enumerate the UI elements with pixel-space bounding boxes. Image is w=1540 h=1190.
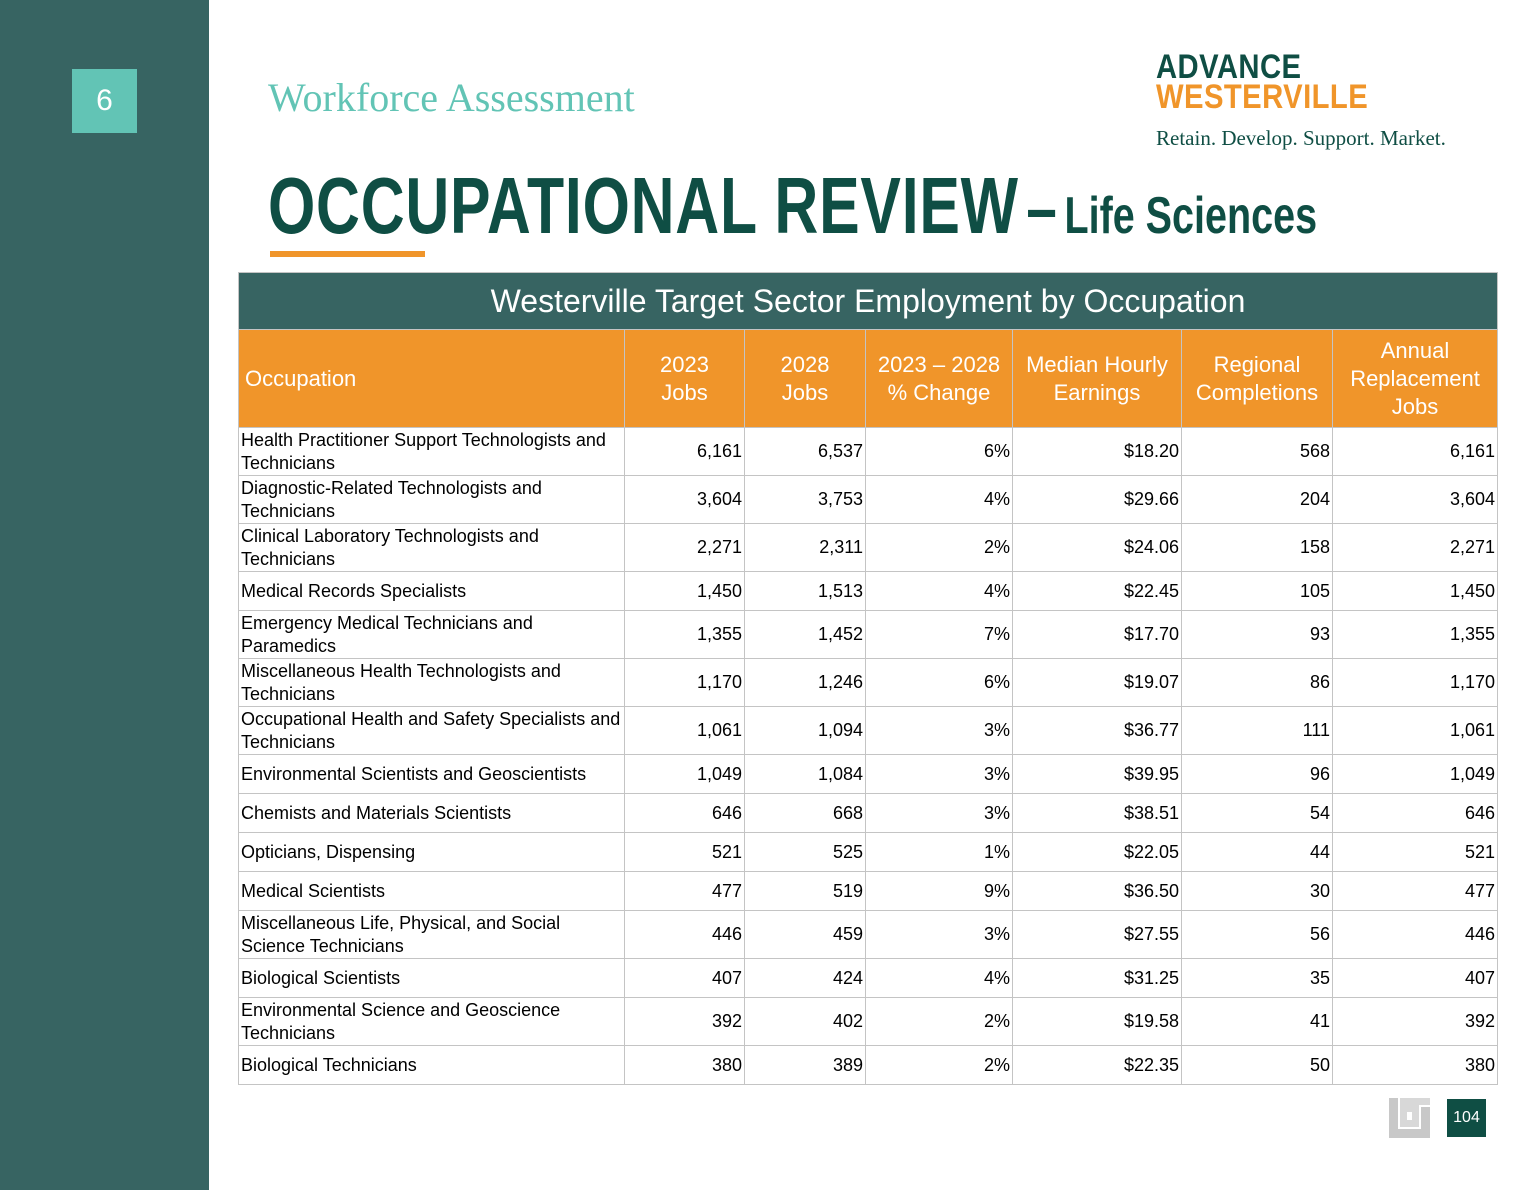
value-cell: 1,452 (745, 611, 866, 659)
value-cell: 158 (1182, 524, 1333, 572)
section-number-badge: 6 (72, 69, 137, 133)
column-header-line: Earnings (1053, 379, 1141, 405)
page-title-dash: – (1026, 169, 1057, 249)
value-cell: 105 (1182, 572, 1333, 611)
value-cell: 446 (625, 911, 745, 959)
occupation-cell: Miscellaneous Health Technologists and Technicians (239, 659, 625, 707)
occupation-cell: Biological Scientists (239, 959, 625, 998)
value-cell: 1,094 (745, 707, 866, 755)
column-header-line: Regional (1213, 351, 1301, 377)
column-header (745, 330, 866, 428)
occupation-cell: Environmental Scientists and Geoscientists (239, 755, 625, 794)
table-body (239, 428, 1498, 1085)
table-row (239, 911, 1498, 959)
table-row (239, 833, 1498, 872)
page-number: 104 (1447, 1099, 1486, 1137)
column-header-line: Completions (1195, 379, 1319, 405)
column-header (239, 330, 625, 428)
value-cell: 380 (625, 1046, 745, 1085)
value-cell: 389 (745, 1046, 866, 1085)
value-cell: 3% (866, 794, 1013, 833)
value-cell: 407 (1333, 959, 1498, 998)
value-cell: 477 (625, 872, 745, 911)
value-cell: 1,061 (625, 707, 745, 755)
occupation-cell: Chemists and Materials Scientists (239, 794, 625, 833)
column-header-line: 2028 (780, 351, 830, 377)
value-cell: $36.50 (1013, 872, 1182, 911)
table-row (239, 959, 1498, 998)
value-cell: 407 (625, 959, 745, 998)
value-cell: 646 (1333, 794, 1498, 833)
value-cell: 54 (1182, 794, 1333, 833)
value-cell: 392 (1333, 998, 1498, 1046)
table-row (239, 998, 1498, 1046)
table-row (239, 611, 1498, 659)
section-title: Workforce Assessment (268, 75, 635, 120)
title-underline (270, 251, 425, 257)
value-cell: 44 (1182, 833, 1333, 872)
value-cell: 477 (1333, 872, 1498, 911)
value-cell: $22.45 (1013, 572, 1182, 611)
value-cell: 668 (745, 794, 866, 833)
value-cell: 1,246 (745, 659, 866, 707)
value-cell: 204 (1182, 476, 1333, 524)
value-cell: 6% (866, 659, 1013, 707)
value-cell: 4% (866, 476, 1013, 524)
value-cell: 4% (866, 572, 1013, 611)
value-cell: 521 (1333, 833, 1498, 872)
occupation-cell: Opticians, Dispensing (239, 833, 625, 872)
value-cell: 2% (866, 1046, 1013, 1085)
page-title-sub: Life Sciences (1064, 187, 1318, 245)
value-cell: 459 (745, 911, 866, 959)
occupation-cell: Emergency Medical Technicians and Paramedics (239, 611, 625, 659)
value-cell: 1,170 (1333, 659, 1498, 707)
value-cell: 1% (866, 833, 1013, 872)
value-cell: 1,049 (1333, 755, 1498, 794)
value-cell: 402 (745, 998, 866, 1046)
value-cell: 6,161 (625, 428, 745, 476)
table-caption: Westerville Target Sector Employment by Occupation (239, 273, 1498, 330)
table-row (239, 707, 1498, 755)
value-cell: 1,450 (625, 572, 745, 611)
value-cell: 1,513 (745, 572, 866, 611)
value-cell: 3% (866, 755, 1013, 794)
value-cell: 41 (1182, 998, 1333, 1046)
table-row (239, 428, 1498, 476)
occupation-cell: Health Practitioner Support Technologists and Technicians (239, 428, 625, 476)
value-cell: 93 (1182, 611, 1333, 659)
value-cell: $38.51 (1013, 794, 1182, 833)
bracket-logo-icon (1389, 1098, 1430, 1138)
column-header-line: Jobs (1391, 393, 1439, 419)
value-cell: 1,049 (625, 755, 745, 794)
column-header-line: 2023 (660, 351, 709, 377)
value-cell: $19.07 (1013, 659, 1182, 707)
column-header-line: Occupation (245, 365, 357, 391)
column-header-line: % Change (887, 379, 991, 405)
value-cell: 30 (1182, 872, 1333, 911)
table-row (239, 794, 1498, 833)
occupation-cell: Medical Scientists (239, 872, 625, 911)
value-cell: 1,170 (625, 659, 745, 707)
occupation-cell: Clinical Laboratory Technologists and Technicians (239, 524, 625, 572)
value-cell: 6,161 (1333, 428, 1498, 476)
column-header (866, 330, 1013, 428)
value-cell: 1,355 (625, 611, 745, 659)
column-header (1182, 330, 1333, 428)
value-cell: 446 (1333, 911, 1498, 959)
logo-line-advance: ADVANCE (1156, 48, 1302, 86)
table-row (239, 1046, 1498, 1085)
occupation-cell: Biological Technicians (239, 1046, 625, 1085)
value-cell: $24.06 (1013, 524, 1182, 572)
column-header-line: Jobs (661, 379, 708, 405)
column-header-line: Replacement (1350, 365, 1480, 391)
column-header-line: Median Hourly (1026, 351, 1168, 377)
column-header-line: 2023 – 2028 (877, 351, 1001, 377)
value-cell: 1,084 (745, 755, 866, 794)
value-cell: $18.20 (1013, 428, 1182, 476)
column-header (1013, 330, 1182, 428)
table-row (239, 755, 1498, 794)
value-cell: 6% (866, 428, 1013, 476)
occupation-cell: Medical Records Specialists (239, 572, 625, 611)
value-cell: 3,604 (1333, 476, 1498, 524)
value-cell: 1,450 (1333, 572, 1498, 611)
value-cell: $29.66 (1013, 476, 1182, 524)
value-cell: $17.70 (1013, 611, 1182, 659)
value-cell: 3,604 (625, 476, 745, 524)
value-cell: 2,271 (625, 524, 745, 572)
value-cell: 96 (1182, 755, 1333, 794)
value-cell: 111 (1182, 707, 1333, 755)
value-cell: 519 (745, 872, 866, 911)
value-cell: 392 (625, 998, 745, 1046)
value-cell: 4% (866, 959, 1013, 998)
value-cell: $39.95 (1013, 755, 1182, 794)
value-cell: 86 (1182, 659, 1333, 707)
value-cell: 646 (625, 794, 745, 833)
value-cell: 9% (866, 872, 1013, 911)
occupation-cell: Occupational Health and Safety Specialists and Technicians (239, 707, 625, 755)
employment-table-container (238, 272, 1497, 1085)
value-cell: 6,537 (745, 428, 866, 476)
occupation-cell: Diagnostic-Related Technologists and Technicians (239, 476, 625, 524)
value-cell: 35 (1182, 959, 1333, 998)
value-cell: 50 (1182, 1046, 1333, 1085)
value-cell: 2,311 (745, 524, 866, 572)
column-header-line: Annual (1380, 337, 1450, 363)
value-cell: 2% (866, 524, 1013, 572)
logo-tagline: Retain. Develop. Support. Market. (1156, 126, 1446, 150)
column-header (625, 330, 745, 428)
value-cell: $22.05 (1013, 833, 1182, 872)
value-cell: $22.35 (1013, 1046, 1182, 1085)
occupation-cell: Environmental Science and Geoscience Technicians (239, 998, 625, 1046)
value-cell: 3% (866, 911, 1013, 959)
page-title-main: OCCUPATIONAL REVIEW (268, 161, 1019, 250)
column-header-line: Jobs (781, 379, 829, 405)
value-cell: 56 (1182, 911, 1333, 959)
value-cell: 1,355 (1333, 611, 1498, 659)
value-cell: 424 (745, 959, 866, 998)
value-cell: 3% (866, 707, 1013, 755)
table-row (239, 524, 1498, 572)
value-cell: 380 (1333, 1046, 1498, 1085)
value-cell: $36.77 (1013, 707, 1182, 755)
sidebar (0, 0, 209, 1190)
employment-table (238, 272, 1498, 1085)
value-cell: 521 (625, 833, 745, 872)
advance-westerville-logo (1156, 50, 1496, 160)
logo-line-westerville: WESTERVILLE (1156, 78, 1369, 116)
value-cell: $19.58 (1013, 998, 1182, 1046)
table-row (239, 476, 1498, 524)
value-cell: 525 (745, 833, 866, 872)
value-cell: 2,271 (1333, 524, 1498, 572)
value-cell: 2% (866, 998, 1013, 1046)
column-header (1333, 330, 1498, 428)
page-title (268, 160, 1317, 252)
value-cell: $27.55 (1013, 911, 1182, 959)
table-header-row (239, 330, 1498, 428)
value-cell: 1,061 (1333, 707, 1498, 755)
table-row (239, 659, 1498, 707)
value-cell: $31.25 (1013, 959, 1182, 998)
table-row (239, 572, 1498, 611)
table-row (239, 872, 1498, 911)
value-cell: 568 (1182, 428, 1333, 476)
occupation-cell: Miscellaneous Life, Physical, and Social Science Technicians (239, 911, 625, 959)
value-cell: 3,753 (745, 476, 866, 524)
value-cell: 7% (866, 611, 1013, 659)
